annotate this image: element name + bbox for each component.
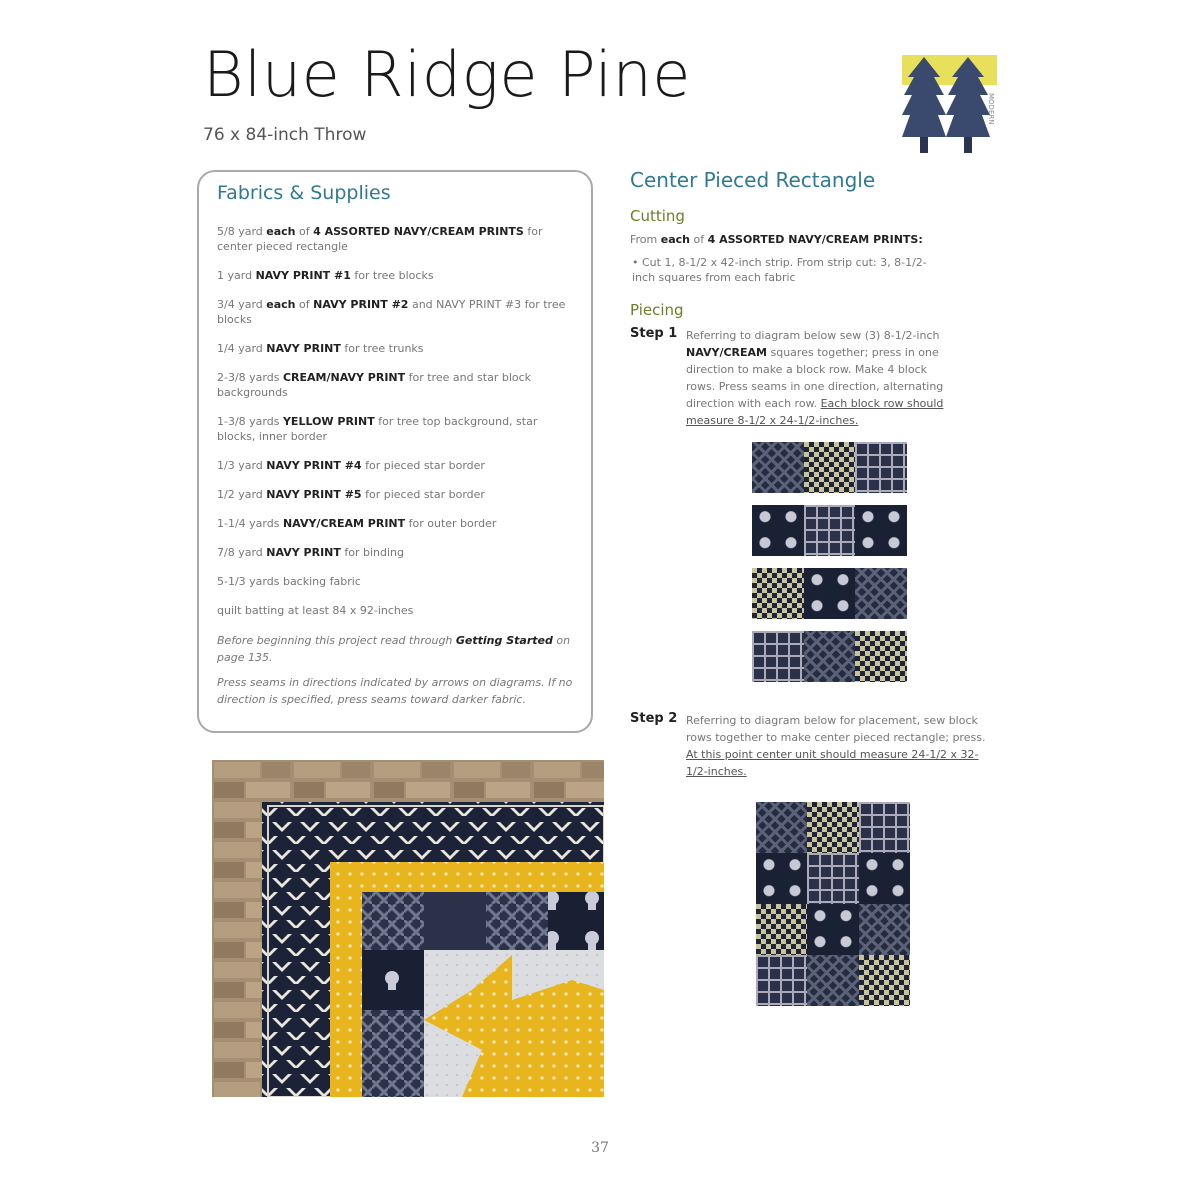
- supply-item: [217, 458, 575, 473]
- supply-item-text: for pieced star border: [361, 459, 485, 472]
- supply-item: [217, 370, 575, 400]
- supply-item-text: NAVY PRINT #2: [313, 298, 409, 311]
- fabric-square: [804, 442, 856, 493]
- step-text-part: Referring to diagram below sew (3) 8-1/2-inch: [686, 329, 940, 342]
- block-row-diagram-4: [752, 631, 907, 682]
- supply-item-text: 1/4 yard: [217, 342, 267, 355]
- cut-text-bold: each: [660, 233, 690, 246]
- supply-item: [217, 224, 575, 254]
- supplies-heading: Fabrics & Supplies: [217, 182, 391, 204]
- supply-item-text: for tree top background, star blocks, inner border: [217, 415, 538, 443]
- supply-item-text: 4 ASSORTED NAVY/CREAM PRINTS: [313, 225, 524, 238]
- supply-item-text: for outer border: [405, 517, 497, 530]
- note-text: on page 135.: [217, 634, 571, 664]
- page-number: 37: [591, 1140, 609, 1156]
- cut-text-bold: 4 ASSORTED NAVY/CREAM PRINTS:: [707, 233, 923, 246]
- supply-item-text: quilt batting at least 84 x 92-inches: [217, 604, 414, 617]
- page-title: Blue Ridge Pine: [203, 38, 691, 111]
- fabric-square: [855, 568, 907, 619]
- cutting-bullet: • Cut 1, 8-1/2 x 42-inch strip. From strip cut: 3, 8-1/2-inch squares from each fabric: [632, 256, 927, 284]
- supply-item-text: 1/3 yard: [217, 459, 267, 472]
- page-subtitle: 76 x 84-inch Throw: [203, 125, 367, 145]
- supply-item: [217, 414, 575, 444]
- fabric-square: [752, 631, 804, 682]
- section-heading-center: Center Pieced Rectangle: [630, 168, 876, 192]
- note-text: Before beginning this project read through: [217, 634, 456, 647]
- cutting-text: [630, 233, 923, 246]
- supply-item-text: NAVY/CREAM PRINT: [282, 517, 406, 530]
- fabric-square: [859, 802, 910, 853]
- cutting-heading: Cutting: [630, 207, 685, 225]
- supply-item-text: CREAM/NAVY PRINT: [282, 371, 406, 384]
- quilt-corner-photo: [212, 760, 604, 1097]
- step-text-underlined: At this point center unit should measure 24-1/2 x 32-1/2-inches.: [686, 748, 979, 778]
- supply-item-text: for tree blocks: [350, 269, 434, 282]
- supply-item-text: for pieced star border: [361, 488, 485, 501]
- supplies-note-press-seams: Press seams in directions indicated by arrows on diagrams. If no direction is specified, press seams toward darker fabric.: [217, 676, 573, 706]
- cut-text-part: From: [630, 233, 661, 246]
- cut-text-part: of: [690, 233, 708, 246]
- fabric-square: [804, 505, 856, 556]
- logo-label: MODERN: [987, 93, 995, 125]
- fabric-square: [752, 442, 804, 493]
- step-text-bold: NAVY/CREAM: [686, 346, 767, 359]
- block-row-diagram-1: [752, 442, 907, 493]
- supplies-box: [197, 170, 593, 733]
- supply-item-text: each: [266, 225, 296, 238]
- step-text-part: squares together; press in one direction to make a block row. Make 4 block rows. Press seams in one direction, alternating direction with each row.: [686, 346, 944, 410]
- supply-item-text: NAVY PRINT: [266, 546, 341, 559]
- supply-item: [217, 603, 575, 618]
- step-2-text: [686, 712, 986, 780]
- supply-item-text: 5-1/3 yards backing fabric: [217, 575, 361, 588]
- supply-item-text: 1 yard: [217, 269, 256, 282]
- supply-item-text: 3/4 yard: [217, 298, 267, 311]
- supply-item: [217, 268, 575, 283]
- supply-item-text: for binding: [340, 546, 405, 559]
- supply-item-text: 1/2 yard: [217, 488, 267, 501]
- center-rectangle-diagram: [756, 802, 910, 1007]
- fabric-square: [855, 505, 907, 556]
- step-1-label: Step 1: [630, 326, 678, 341]
- fabric-square: [756, 904, 807, 955]
- fabric-square: [804, 568, 856, 619]
- supply-item-text: 1-1/4 yards: [217, 517, 283, 530]
- supply-item: [217, 516, 575, 531]
- supply-item-text: for center pieced rectangle: [217, 225, 543, 253]
- supply-item-text: of: [295, 298, 314, 311]
- block-row-diagram-2: [752, 505, 907, 556]
- supplies-list: [217, 224, 575, 618]
- supply-item: [217, 545, 575, 560]
- supply-item: [217, 487, 575, 502]
- fabric-square: [752, 505, 804, 556]
- fabric-square: [807, 904, 858, 955]
- fabric-square: [752, 568, 804, 619]
- supply-item: [217, 574, 575, 589]
- fabric-square: [859, 904, 910, 955]
- step-text-underlined: Each block row should measure 8-1/2 x 24-1/2-inches.: [686, 397, 944, 427]
- supply-item-text: 2-3/8 yards: [217, 371, 283, 384]
- supply-item-text: of: [295, 225, 314, 238]
- supply-item-text: 5/8 yard: [217, 225, 267, 238]
- note-link-text: Getting Started: [455, 634, 553, 647]
- fabric-square: [756, 853, 807, 904]
- supply-item-text: each: [266, 298, 296, 311]
- fabric-square: [804, 631, 856, 682]
- supply-item-text: NAVY PRINT: [266, 342, 341, 355]
- piecing-heading: Piecing: [630, 301, 684, 319]
- supply-item-text: NAVY PRINT #5: [266, 488, 362, 501]
- step-2-label: Step 2: [630, 711, 678, 726]
- fabric-square: [807, 955, 858, 1006]
- block-row-diagram-3: [752, 568, 907, 619]
- supply-item: [217, 297, 575, 327]
- supply-item-text: for tree trunks: [340, 342, 424, 355]
- fabric-square: [756, 955, 807, 1006]
- pine-trees-logo-icon: [902, 55, 997, 157]
- supply-item-text: YELLOW PRINT: [282, 415, 375, 428]
- fabric-square: [807, 802, 858, 853]
- supply-item-text: and NAVY PRINT #3 for tree blocks: [217, 298, 566, 326]
- step-1-text: [686, 327, 956, 429]
- fabric-square: [756, 802, 807, 853]
- supply-item-text: NAVY PRINT #4: [266, 459, 362, 472]
- fabric-square: [807, 853, 858, 904]
- fabric-square: [855, 442, 907, 493]
- supply-item-text: 7/8 yard: [217, 546, 267, 559]
- fabric-square: [855, 631, 907, 682]
- fabric-square: [859, 955, 910, 1006]
- supply-item: [217, 341, 575, 356]
- supply-item-text: 1-3/8 yards: [217, 415, 283, 428]
- step-text-part: Referring to diagram below for placement, sew block rows together to make center pieced rectangle; press.: [686, 714, 986, 744]
- supply-item-text: for tree and star block backgrounds: [217, 371, 532, 399]
- supplies-note-getting-started: [217, 632, 575, 666]
- fabric-square: [859, 853, 910, 904]
- supply-item-text: NAVY PRINT #1: [255, 269, 351, 282]
